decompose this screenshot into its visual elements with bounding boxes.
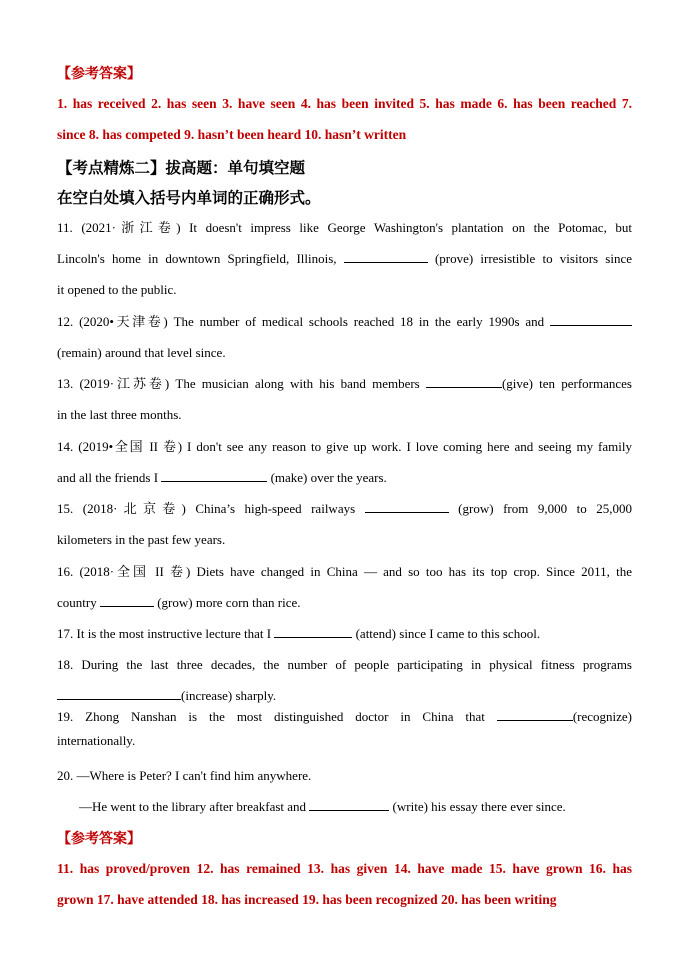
answer-blank[interactable] (309, 798, 389, 811)
instruction: 在空白处填入括号内单词的正确形式。 (57, 189, 321, 207)
answer-blank[interactable] (365, 500, 449, 513)
question-19: 19. Zhong Nanshan is the most distinguished doctor in China that (recognize) internationally. (57, 709, 632, 748)
question-15: 15. (2018·北京卷) China’s high-speed railways (grow) from 9,000 to 25,000 kilometers in the past few years. (57, 501, 632, 547)
answer-blank[interactable] (57, 687, 181, 700)
section-heading: 【考点精炼二】拔高题：单句填空题 (57, 159, 306, 177)
question-12: 12. (2020•天津卷) The number of medical schools reached 18 in the early 1990s and (remain) around that level since. (57, 306, 632, 368)
question-18: 18. During the last three decades, the number of people participating in physical fitness programs (increase) sharply. (57, 657, 632, 703)
answer-tag-1: 【参考答案】 (57, 67, 141, 82)
answer-blank[interactable] (426, 375, 502, 388)
question-20: 20. —Where is Peter? I can't find him anywhere. —He went to the library after breakfast and (write) his essay there ever since. (57, 768, 566, 814)
answer-line-1: 1. has received 2. has seen 3. have seen 4. has been invited 5. has made 6. has been reached 7. (57, 96, 632, 111)
answer-blank[interactable] (274, 625, 352, 638)
question-16: 16. (2018·全国 II 卷) Diets have changed in China — and so too has its top crop. Since 2011, the country (grow) more corn than rice. (57, 564, 632, 610)
answer-blank[interactable] (100, 594, 154, 607)
answer-line-3: 11. has proved/proven 12. has remained 13. has given 14. have made 15. have grown 16. has (57, 861, 632, 876)
answer-blank[interactable] (161, 469, 267, 482)
answer-line-2: since 8. has competed 9. hasn’t been heard 10. hasn’t written (57, 127, 407, 142)
answer-blank[interactable] (550, 313, 632, 326)
question-11: 11. (2021·浙江卷) It doesn't impress like George Washington's plantation on the Potomac, but Lincoln's home in downtown Springfield, Illinois, (prove) irresistible to visitors since it opened to the public. (57, 220, 632, 297)
answer-tag-2: 【参考答案】 (57, 832, 141, 847)
question-14: 14. (2019•全国 II 卷) I don't see any reason to give up work. I love coming here and seeing my family and all the friends I (make) over the years. (57, 439, 632, 485)
answer-blank[interactable] (344, 250, 428, 263)
question-13: 13. (2019·江苏卷) The musician along with his band members (give) ten performances in the last three months. (57, 376, 632, 422)
answer-blank[interactable] (497, 708, 573, 721)
answer-line-4: grown 17. have attended 18. has increased 19. has been recognized 20. has been writing (57, 892, 557, 907)
question-17: 17. It is the most instructive lecture that I (attend) since I came to this school. (57, 626, 541, 641)
